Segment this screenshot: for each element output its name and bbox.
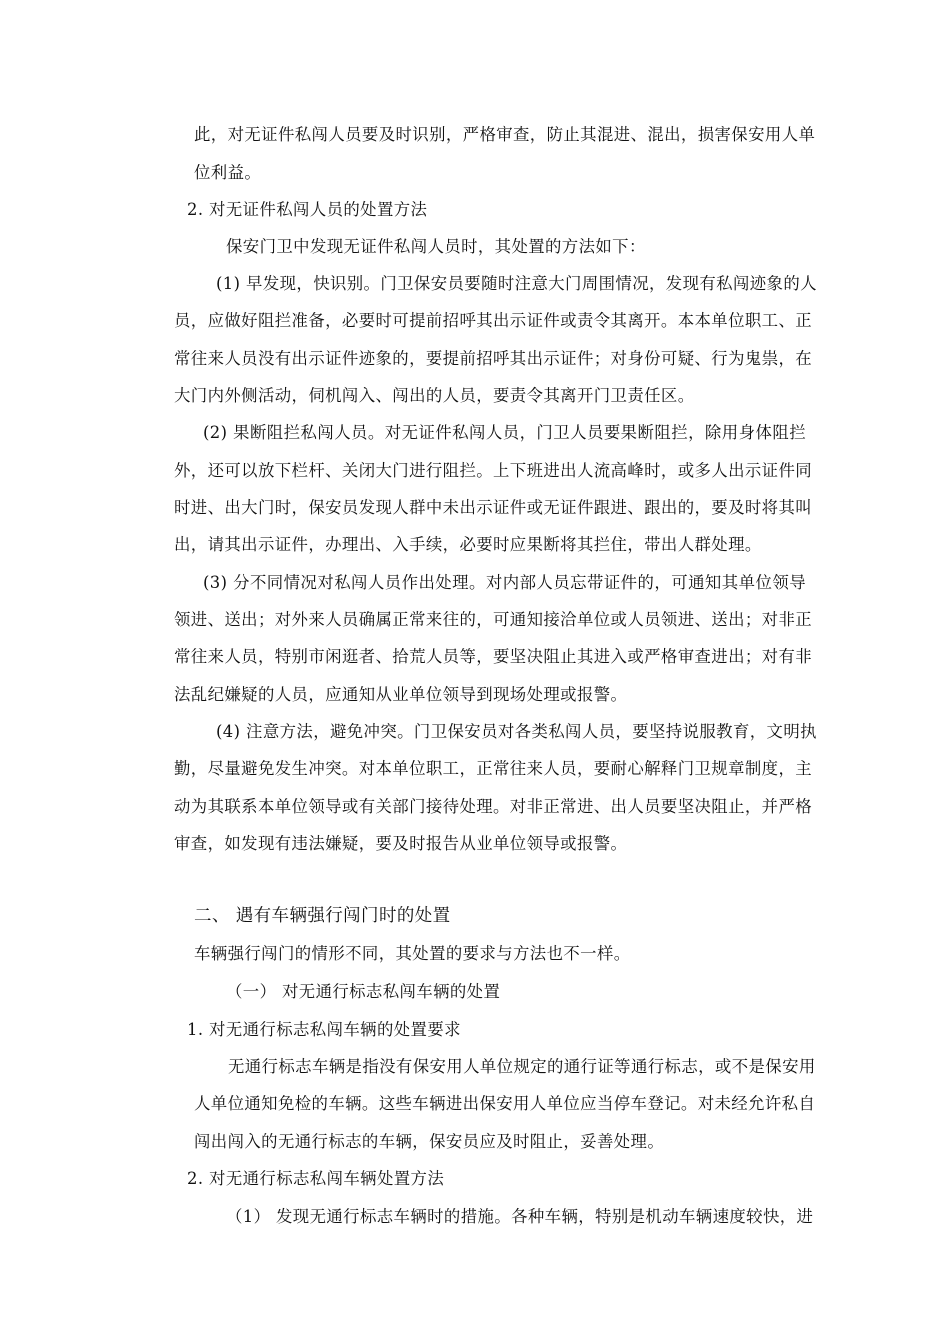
paragraph-line: 时进、出大门时，保安员发现人群中未出示证件或无证件跟进、跟出的，要及时将其叫 [174, 498, 813, 517]
paragraph-line: 此，对无证件私闯人员要及时识别，严格审查，防止其混进、混出，损害保安用人单 [194, 125, 816, 144]
paragraph-line: (3) 分不同情况对私闯人员作出处理。对内部人员忘带证件的，可通知其单位领导 [203, 573, 806, 592]
paragraph-line: 无通行标志车辆是指没有保安用人单位规定的通行证等通行标志，或不是保安用 [228, 1057, 816, 1076]
paragraph-line: 法乱纪嫌疑的人员，应通知从业单位领导到现场处理或报警。 [174, 685, 628, 704]
section-heading: 二、 遇有车辆强行闯门时的处置 [194, 906, 451, 926]
paragraph-line: 出，请其出示证件，办理出、入手续，必要时应果断将其拦住，带出人群处理。 [174, 535, 762, 554]
paragraph-line: 员，应做好阻拦准备，必要时可提前招呼其出示证件或责令其离开。本本单位职工、正 [174, 311, 813, 330]
paragraph-line: 审查，如发现有违法嫌疑，要及时报告从业单位领导或报警。 [174, 834, 628, 853]
paragraph-line: 领进、送出；对外来人员确属正常来往的，可通知接洽单位或人员领进、送出；对非正 [174, 610, 813, 629]
subsection-heading: （一） 对无通行标志私闯车辆的处置 [226, 982, 501, 1001]
subsection-heading: 2. 对无证件私闯人员的处置方法 [187, 200, 428, 219]
paragraph-line: 闯出闯入的无通行标志的车辆，保安员应及时阻止，妥善处理。 [194, 1132, 665, 1151]
paragraph-line: 车辆强行闯门的情形不同，其处置的要求与方法也不一样。 [194, 944, 631, 963]
paragraph-line: 外，还可以放下栏杆、关闭大门进行阻拦。上下班进出人流高峰时，或多人出示证件同 [174, 461, 813, 480]
paragraph-line: (2) 果断阻拦私闯人员。对无证件私闯人员，门卫人员要果断阻拦，除用身体阻拦 [203, 423, 806, 442]
paragraph-line: 保安门卫中发现无证件私闯人员时，其处置的方法如下： [226, 237, 646, 256]
paragraph-line: 常往来人员，特别市闲逛者、拾荒人员等，要坚决阻止其进入或严格审查进出；对有非 [174, 647, 813, 666]
subsection-heading: 1. 对无通行标志私闯车辆的处置要求 [187, 1020, 461, 1039]
paragraph-line: 位利益。 [194, 163, 262, 182]
paragraph-line: (4) 注意方法，避免冲突。门卫保安员对各类私闯人员，要坚持说服教育，文明执 [216, 722, 817, 741]
paragraph-line: 动为其联系本单位领导或有关部门接待处理。对非正常进、出人员要坚决阻止，并严格 [174, 797, 813, 816]
paragraph-line: 常往来人员没有出示证件迹象的，要提前招呼其出示证件；对身份可疑、行为鬼祟，在 [174, 349, 813, 368]
subsection-heading: 2. 对无通行标志私闯车辆处置方法 [187, 1169, 445, 1188]
paragraph-line: 人单位通知免检的车辆。这些车辆进出保安用人单位应当停车登记。对未经允许私自 [194, 1094, 816, 1113]
paragraph-line: 勤，尽量避免发生冲突。对本单位职工，正常往来人员，要耐心解释门卫规章制度，主 [174, 759, 813, 778]
paragraph-line: (1) 早发现，快识别。门卫保安员要随时注意大门周围情况，发现有私闯迹象的人 [216, 274, 817, 293]
paragraph-line: （1） 发现无通行标志车辆时的措施。各种车辆，特别是机动车辆速度较快，进 [226, 1207, 814, 1226]
paragraph-line: 大门内外侧活动，伺机闯入、闯出的人员，要责令其离开门卫责任区。 [174, 386, 695, 405]
